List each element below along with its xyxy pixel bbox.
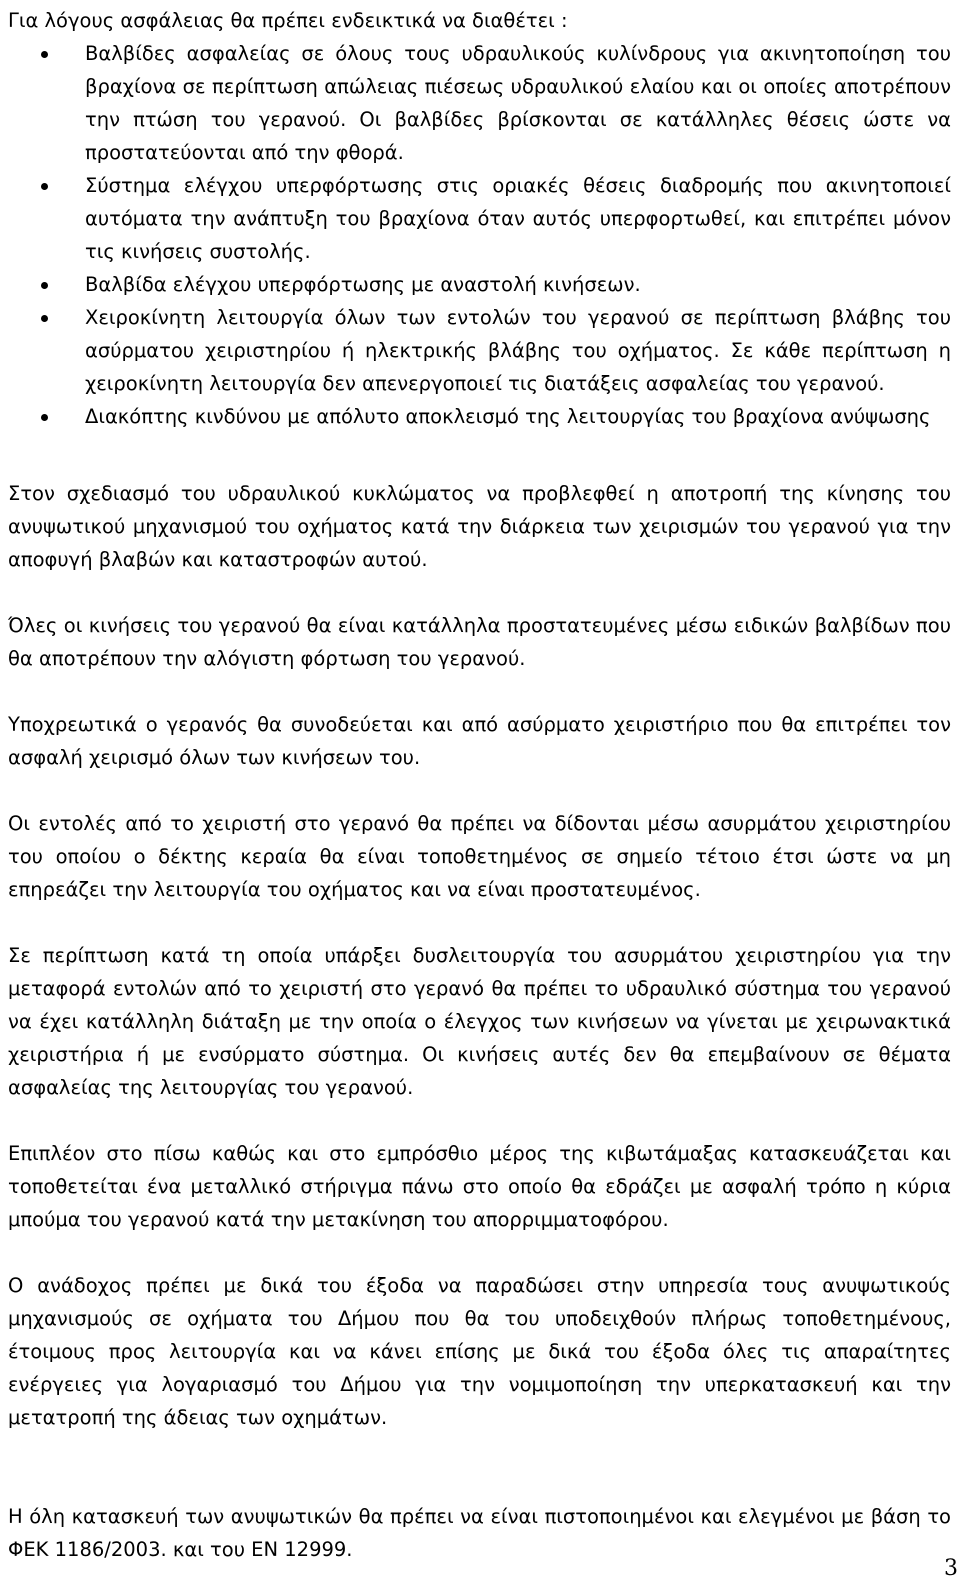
list-item: [8, 400, 951, 433]
bullet-icon: [41, 414, 48, 421]
list-item-text: Βαλβίδα ελέγχου υπερφόρτωσης με αναστολή κινήσεων.: [85, 273, 641, 296]
intro-line: Για λόγους ασφάλειας θα πρέπει ενδεικτικά να διαθέτει :: [8, 9, 568, 32]
list-item-text: Διακόπτης κινδύνου με απόλυτο αποκλεισμό της λειτουργίας του βραχίονα ανύψωσης: [85, 405, 931, 428]
bullet-icon: [41, 183, 48, 190]
paragraph-contractor-obligations: Ο ανάδοχος πρέπει με δικά του έξοδα να παραδώσει στην υπηρεσία τους ανυψωτικούς μηχανισμούς σε οχήματα του Δήμου που θα του υποδειχθούν πλήρως τοποθετημένους, έτοιμους προς λειτουργία και να κάνει επίσης με δικά του έξοδα όλες τις απαραίτητες ενέργειες για λογαριασμό του Δήμου για την νομιμοποίηση την υπερκατασκευή και την μετατροπή της άδειας των οχημάτων.: [8, 1274, 951, 1429]
paragraph-remote-malfunction: Σε περίπτωση κατά τη οποία υπάρξει δυσλειτουργία του ασυρμάτου χειριστηρίου για την μεταφορά εντολών από το χειριστή στο γερανό θα πρέπει το υδραυλικό σύστημα του γερανού να έχει κατάλληλη διάταξη με την οποία ο έλεγχος των κινήσεων να γίνεται με χειρωνακτικά χειριστήρια ή με ενσύρματο σύστημα. Οι κινήσεις αυτές δεν θα επεμβαίνουν σε θέματα ασφαλείας της λειτουργίας του γερανού.: [8, 944, 951, 1099]
list-item: [8, 301, 951, 400]
document-page: [8, 4, 951, 1566]
bullet-icon: [41, 282, 48, 289]
paragraph-certification: Η όλη κατασκευή των ανυψωτικών θα πρέπει να είναι πιστοποιημένοι και ελεγμένοι με βάση το ΦΕΚ 1186/2003. και του ΕΝ 12999.: [8, 1505, 951, 1561]
list-item-text: Σύστημα ελέγχου υπερφόρτωσης στις οριακές θέσεις διαδρομής που ακινητοποιεί αυτόματα την ανάπτυξη του βραχίονα όταν αυτός υπερφορτωθεί, και επιτρέπει μόνον τις κινήσεις συστολής.: [85, 174, 951, 263]
safety-features-list: [8, 37, 951, 433]
list-item: [8, 37, 951, 169]
paragraph-crane-movements: Όλες οι κινήσεις του γερανού θα είναι κατάλληλα προστατευμένες μέσω ειδικών βαλβίδων που θα αποτρέπουν την αλόγιστη φόρτωση του γερανού.: [8, 614, 951, 670]
paragraph-operator-commands: Οι εντολές από το χειριστή στο γερανό θα πρέπει να δίδονται μέσω ασυρμάτου χειριστηρίου του οποίου ο δέκτης κεραία θα είναι τοποθετημένος σε σημείο τέτοιο έτσι ώστε να μη επηρεάζει την λειτουργία του οχήματος και να είναι προστατευμένος.: [8, 812, 951, 901]
paragraph-wireless-remote: Υποχρεωτικά ο γερανός θα συνοδεύεται και από ασύρματο χειριστήριο που θα επιτρέπει τον ασφαλή χειρισμό όλων των κινήσεων του.: [8, 713, 951, 769]
list-item: [8, 268, 951, 301]
paragraph-metal-support: Επιπλέον στο πίσω καθώς και στο εμπρόσθιο μέρος της κιβωτάμαξας κατασκευάζεται και τοποθετείται ένα μεταλλικό στήριγμα πάνω στο οποίο θα εδράζει με ασφαλή τρόπο η κύρια μπούμα του γερανού κατά την μετακίνηση του απορριμματοφόρου.: [8, 1142, 951, 1231]
list-item-text: Χειροκίνητη λειτουργία όλων των εντολών του γερανού σε περίπτωση βλάβης του ασύρματου χειριστηρίου ή ηλεκτρικής βλάβης του οχήματος. Σε κάθε περίπτωση η χειροκίνητη λειτουργία δεν απενεργοποιεί τις διατάξεις ασφαλείας του γερανού.: [85, 306, 951, 395]
list-item-text: Βαλβίδες ασφαλείας σε όλους τους υδραυλικούς κυλίνδρους για ακινητοποίηση του βραχίονα σε περίπτωση απώλειας πιέσεως υδραυλικού ελαίου και οι οποίες αποτρέπουν την πτώση του γερανού. Οι βαλβίδες βρίσκονται σε κατάλληλες θέσεις ώστε να προστατεύονται από την φθορά.: [85, 42, 951, 164]
paragraph-hydraulic-circuit: Στον σχεδιασμό του υδραυλικού κυκλώματος να προβλεφθεί η αποτροπή της κίνησης του ανυψωτικού μηχανισμού του οχήματος κατά την διάρκεια των χειρισμών του γερανού για την αποφυγή βλαβών και καταστροφών αυτού.: [8, 482, 951, 571]
page-number: 3: [944, 1556, 958, 1581]
bullet-icon: [41, 315, 48, 322]
list-item: [8, 169, 951, 268]
bullet-icon: [41, 51, 48, 58]
